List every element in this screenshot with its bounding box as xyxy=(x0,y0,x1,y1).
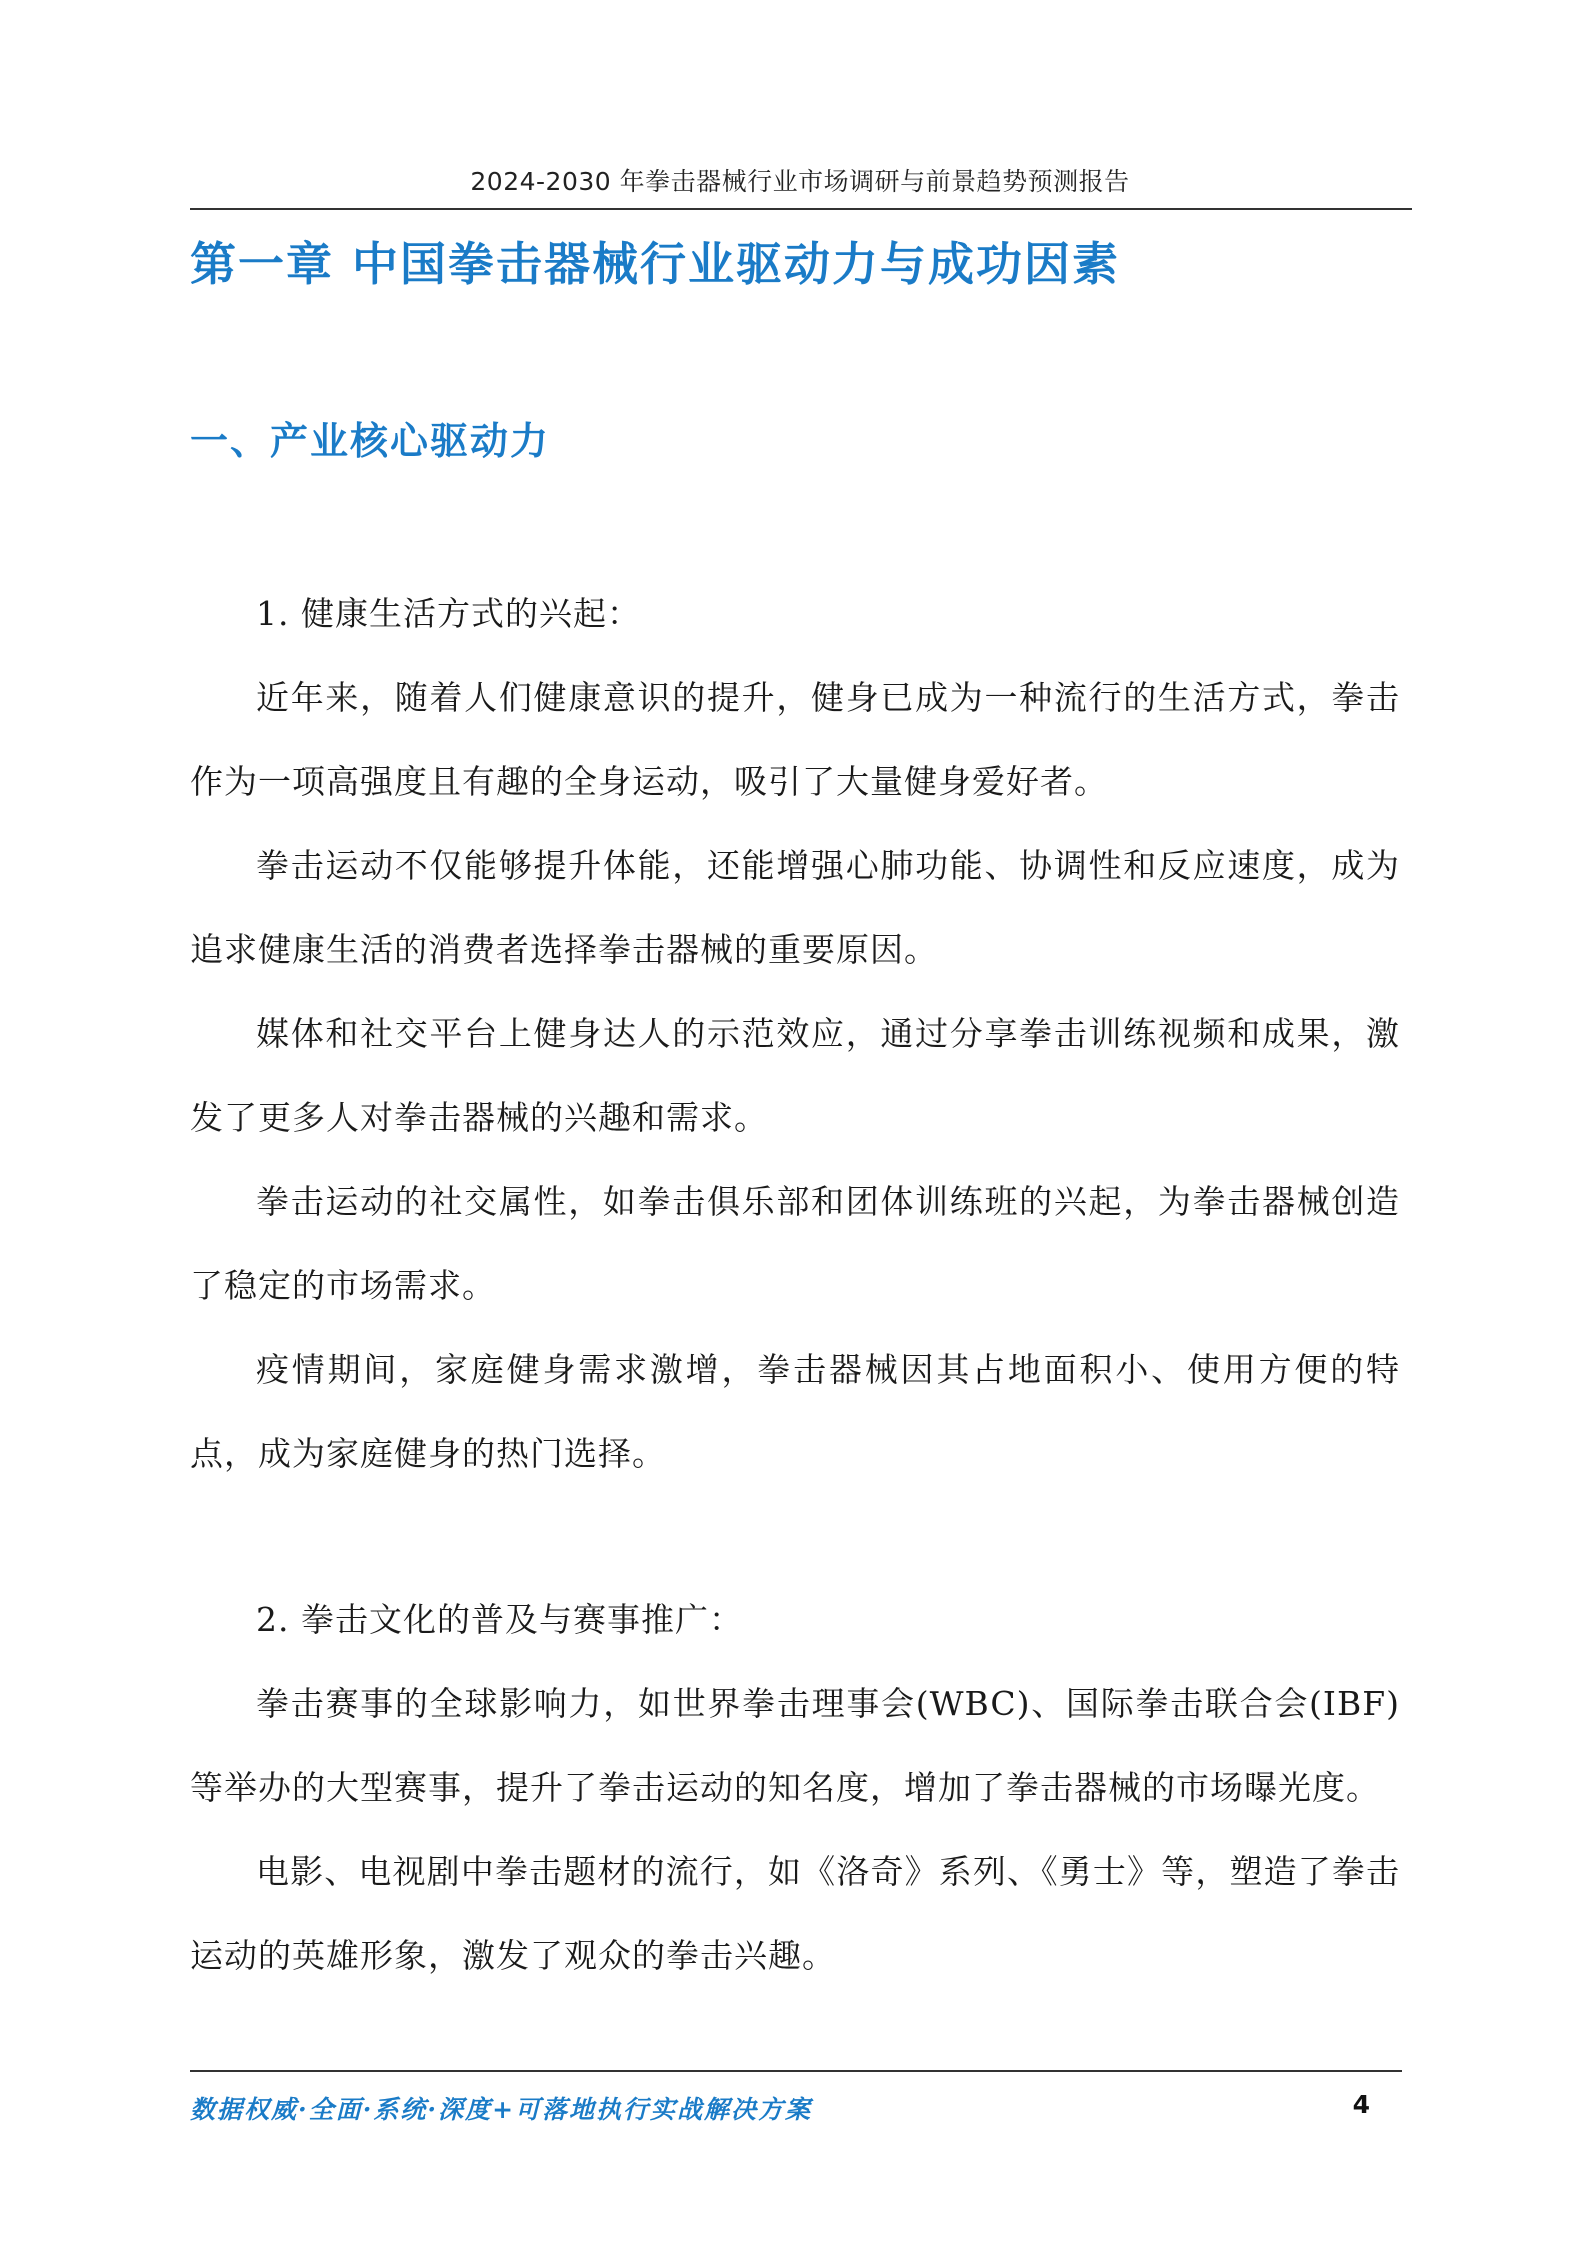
body-paragraph: 拳击运动不仅能够提升体能，还能增强心肺功能、协调性和反应速度，成为追求健康生活的消费者选择拳击器械的重要原因。 xyxy=(190,846,1400,969)
running-header: 2024-2030 年拳击器械行业市场调研与前景趋势预测报告 xyxy=(470,167,1130,196)
header-divider xyxy=(190,208,1412,210)
item-block-2 xyxy=(190,1578,1400,1998)
footer-divider xyxy=(190,2070,1402,2072)
body-paragraph: 拳击赛事的全球影响力，如世界拳击理事会(WBC)、国际拳击联合会(IBF)等举办的大型赛事，提升了拳击运动的知名度，增加了拳击器械的市场曝光度。 xyxy=(190,1684,1400,1807)
item-heading: 2. 拳击文化的普及与赛事推广： xyxy=(256,1600,743,1639)
body-paragraph: 媒体和社交平台上健身达人的示范效应，通过分享拳击训练视频和成果，激发了更多人对拳击器械的兴趣和需求。 xyxy=(190,1014,1400,1137)
body-paragraph: 拳击运动的社交属性，如拳击俱乐部和团体训练班的兴起，为拳击器械创造了稳定的市场需求。 xyxy=(190,1182,1400,1305)
chapter-title: 第一章 中国拳击器械行业驱动力与成功因素 xyxy=(190,237,1121,291)
body-paragraph: 电影、电视剧中拳击题材的流行，如《洛奇》系列、《勇士》等，塑造了拳击运动的英雄形象，激发了观众的拳击兴趣。 xyxy=(190,1852,1400,1975)
body-paragraph: 近年来，随着人们健康意识的提升，健身已成为一种流行的生活方式，拳击作为一项高强度且有趣的全身运动，吸引了大量健身爱好者。 xyxy=(190,678,1400,801)
body-paragraph: 疫情期间，家庭健身需求激增，拳击器械因其占地面积小、使用方便的特点，成为家庭健身的热门选择。 xyxy=(190,1350,1400,1473)
footer-slogan: 数据权威·全面·系统·深度+可落地执行实战解决方案 xyxy=(190,2095,813,2124)
section-title: 一、产业核心驱动力 xyxy=(190,419,551,463)
item-heading: 1. 健康生活方式的兴起： xyxy=(256,594,641,633)
item-block-1 xyxy=(190,572,1400,1496)
page-number: 4 xyxy=(1352,2090,1370,2119)
